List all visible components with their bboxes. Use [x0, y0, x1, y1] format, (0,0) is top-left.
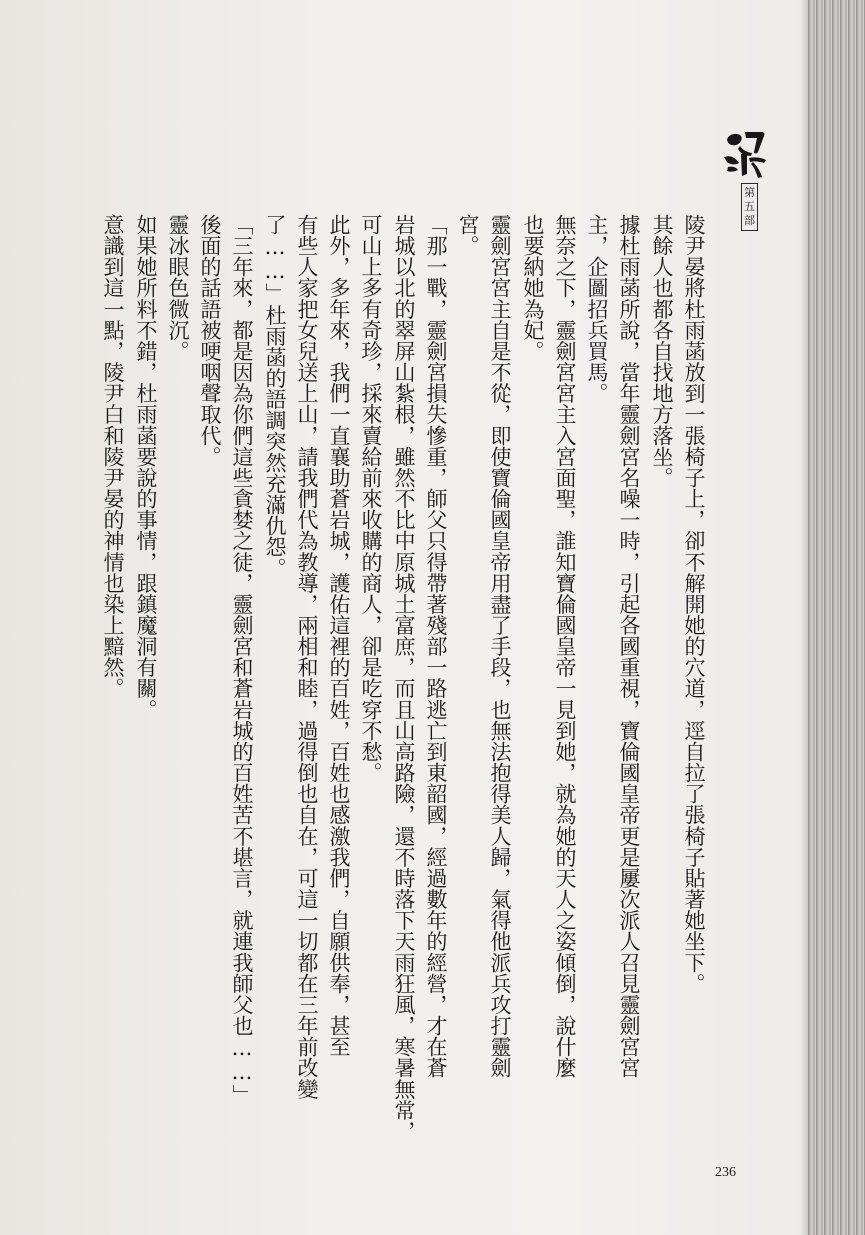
- text-line-16: 後面的話語被哽咽聲取代。: [198, 214, 222, 467]
- text-line-1: 陵尹晏將杜雨菡放到一張椅子上，卻不解開她的穴道，逕自拉了張椅子貼著她坐下。: [682, 214, 706, 994]
- page-number: 236: [715, 1165, 736, 1180]
- text-line-6: 也要納她為妃。: [521, 214, 545, 362]
- text-line-2: 其餘人也都各自找地方落坐。: [650, 214, 674, 489]
- text-line-15: 「三年來，都是因為你們這些貪婪之徒，靈劍宮和蒼岩城的百姓苦不堪言，就連我師父也……」: [230, 214, 254, 1106]
- text-line-3: 據杜雨菡所說，當年靈劍宮名噪一時，引起各國重視，寶倫國皇帝更是屢次派人召見靈劍宮宮: [617, 214, 641, 1079]
- series-logo: [718, 118, 770, 182]
- text-line-8: 宮。: [456, 214, 480, 257]
- part-label-text: 第五部: [744, 186, 755, 227]
- part-label: [741, 183, 758, 231]
- text-line-12: 此外，多年來，我們一直襄助蒼岩城，護佑這裡的百姓，百姓也感激我們，自願供奉，甚至: [327, 214, 351, 1058]
- text-line-19: 意識到這一點，陵尹白和陵尹晏的神情也染上黯然。: [101, 214, 125, 699]
- text-line-7: 靈劍宮宮主自是不從，即使寶倫國皇帝用盡了手段，也無法抱得美人歸，氣得他派兵攻打靈劍: [488, 214, 512, 1079]
- text-line-5: 無奈之下，靈劍宮宮主入宮面聖，誰知寶倫國皇帝一見到她，就為她的天人之姿傾倒，說什麼: [553, 214, 577, 1079]
- text-line-10: 岩城以北的翠屏山紮根，雖然不比中原城土富庶，而且山高路險，還不時落下天雨狂風，寒暑無常，: [392, 214, 416, 1142]
- text-line-13: 有些人家把女兒送上山，請我們代為教導，兩相和睦，過得倒也自在，可這一切都在三年前改變: [295, 214, 319, 1100]
- series-logo-calligraphy-icon: [718, 118, 770, 182]
- text-line-17: 靈冰眼色微沉。: [166, 214, 190, 362]
- text-line-11: 可山上多有奇珍，採來賣給前來收購的商人，卻是吃穿不愁。: [359, 214, 383, 784]
- text-line-18: 如果她所料不錯，杜雨菡要說的事情，跟鎮魔洞有關。: [134, 214, 158, 720]
- page-stack-edge: [808, 0, 865, 1235]
- text-line-14: 了……」杜雨菡的語調突然充滿仇怨。: [263, 214, 287, 579]
- text-line-4: 主，企圖招兵買馬。: [585, 214, 609, 404]
- text-line-9: 「那一戰，靈劍宮損失慘重，師父只得帶著殘部一路逃亡到東韶國，經過數年的經營，才在蒼: [424, 214, 448, 1079]
